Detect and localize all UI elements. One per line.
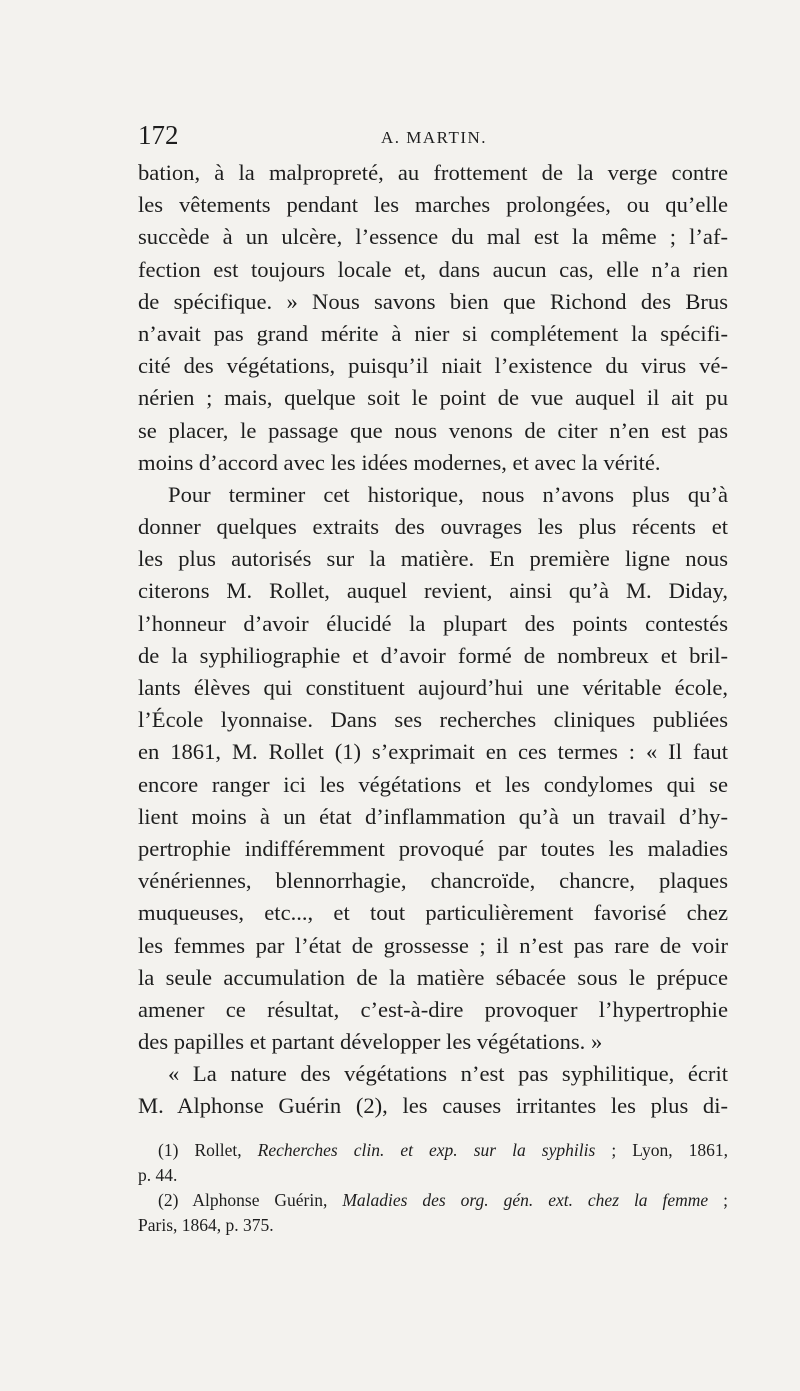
text-line: citerons M. Rollet, auquel revient, ainsi qu’à M. Diday,	[138, 578, 728, 604]
footnote-1	[138, 1138, 728, 1163]
text-line: bation, à la malpropreté, au frottement de la verge contre	[138, 160, 728, 185]
footnote-1-suffix: ; Lyon, 1861,	[595, 1140, 728, 1160]
text-line: vénériennes, blennorrhagie, chancroïde, chancre, plaques	[138, 868, 728, 894]
footnotes	[138, 1138, 728, 1238]
body-text	[138, 157, 728, 1123]
footnote-2-suffix: ;	[708, 1190, 728, 1210]
text-line: n’avait pas grand mérite à nier si complétement la spécifi-	[138, 320, 728, 346]
text-line: encore ranger ici les végétations et les condylomes qui se	[138, 771, 728, 797]
footnote-2-continued: Paris, 1864, p. 375.	[138, 1215, 274, 1235]
page-number: 172	[138, 120, 179, 150]
text-line: pertrophie indifféremment provoqué par toutes les maladies	[138, 835, 728, 861]
text-line: lants élèves qui constituent aujourd’hui une véritable école,	[138, 675, 728, 700]
text-line: muqueuses, etc..., et tout particulièrement favorisé chez	[138, 900, 728, 926]
text-line: M. Alphonse Guérin (2), les causes irritantes les plus di-	[138, 1093, 728, 1119]
footnote-1-continued: p. 44.	[138, 1165, 178, 1185]
text-line: les plus autorisés sur la matière. En première ligne nous	[138, 546, 728, 572]
text-line: donner quelques extraits des ouvrages les plus récents et	[138, 514, 728, 540]
text-line: en 1861, M. Rollet (1) s’exprimait en ces termes : « Il faut	[138, 739, 728, 765]
footnote-1-prefix: (1) Rollet,	[158, 1140, 258, 1160]
text-line: l’École lyonnaise. Dans ses recherches cliniques publiées	[138, 707, 728, 733]
running-head: A. MARTIN.	[381, 128, 488, 147]
page-header	[138, 120, 728, 154]
text-line: les femmes par l’état de grossesse ; il n’est pas rare de voir	[138, 932, 728, 958]
text-line: succède à un ulcère, l’essence du mal est la même ; l’af-	[138, 224, 728, 250]
text-line: l’honneur d’avoir élucidé la plupart des points contestés	[138, 610, 728, 636]
text-line: amener ce résultat, c’est-à-dire provoquer l’hypertrophie	[138, 996, 728, 1022]
footnote-2-prefix: (2) Alphonse Guérin,	[158, 1190, 343, 1210]
text-line: se placer, le passage que nous venons de citer n’en est pas	[138, 417, 728, 443]
text-line: les vêtements pendant les marches prolongées, ou qu’elle	[138, 192, 728, 218]
text-line: « La nature des végétations n’est pas syphilitique, écrit	[168, 1061, 728, 1087]
text-line: de spécifique. » Nous savons bien que Richond des Brus	[138, 288, 728, 314]
text-line: fection est toujours locale et, dans aucun cas, elle n’a rien	[138, 256, 728, 282]
text-line: Pour terminer cet historique, nous n’avons plus qu’à	[168, 481, 728, 507]
text-line: cité des végétations, puisqu’il niait l’existence du virus vé-	[138, 353, 728, 379]
text-line: moins d’accord avec les idées modernes, et avec la vérité.	[138, 449, 661, 475]
text-line: nérien ; mais, quelque soit le point de vue auquel il ait pu	[138, 385, 728, 411]
footnote-2	[138, 1188, 728, 1213]
footnote-2-title: Maladies des org. gén. ext. chez la femme	[342, 1190, 709, 1210]
footnote-1-title: Recherches clin. et exp. sur la syphilis	[257, 1140, 596, 1160]
text-line: de la syphiliographie et d’avoir formé de nombreux et bril-	[138, 642, 728, 668]
text-line: lient moins à un état d’inflammation qu’à un travail d’hy-	[138, 803, 728, 829]
text-line: des papilles et partant développer les végétations. »	[138, 1029, 603, 1055]
text-line: la seule accumulation de la matière sébacée sous le prépuce	[138, 964, 728, 990]
